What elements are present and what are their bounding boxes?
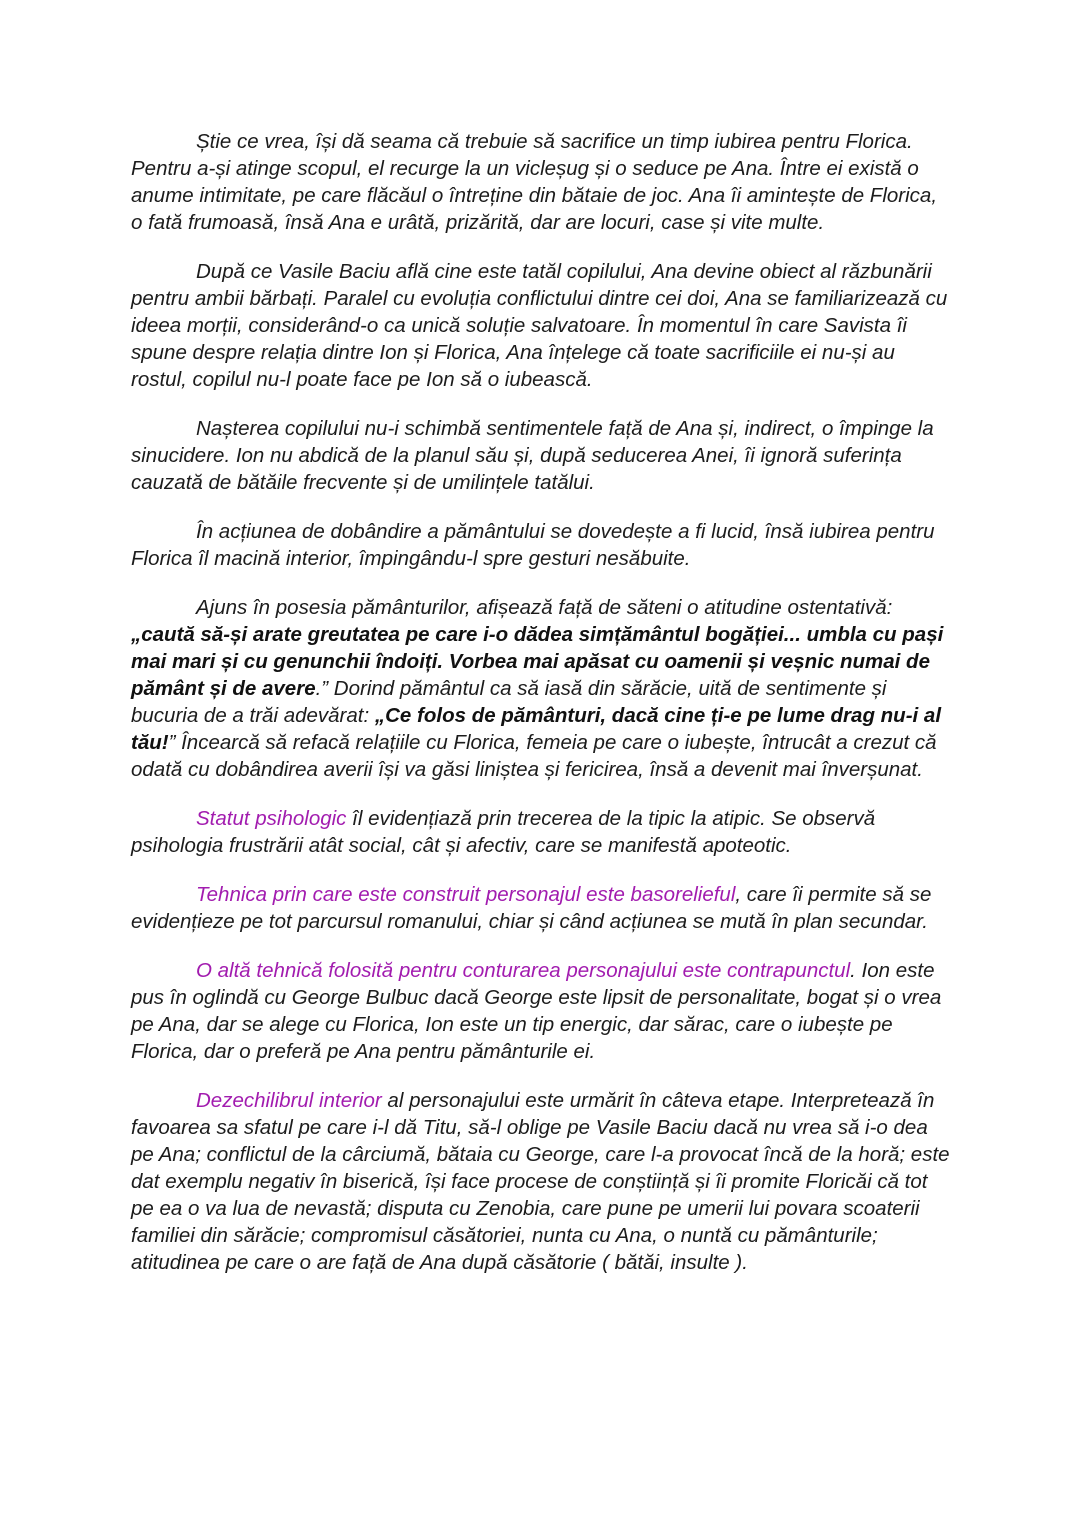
paragraph-5 (131, 594, 953, 783)
paragraph-7 (131, 881, 953, 935)
paragraph-4 (131, 518, 953, 572)
paragraph-3 (131, 415, 953, 496)
text-segment: Nașterea copilului nu-i schimbă sentimentele față de Ana și, indirect, o împinge la sinucidere. Ion nu abdică de la planul său și, după seducerea Anei, îi ignoră suferința cauzată de bătăile frecvente și de umilințele tatălui. (131, 417, 934, 494)
highlight-term: Dezechilibrul interior (196, 1089, 382, 1112)
paragraph-8 (131, 957, 953, 1065)
paragraph-9 (131, 1087, 953, 1276)
text-segment: După ce Vasile Baciu află cine este tatăl copilului, Ana devine obiect al răzbunării pentru ambii bărbați. Paralel cu evoluția conflictului dintre cei doi, Ana se familiarizează cu ideea morții, considerând-o ca unică soluție salvatoare. În momentul în care Savista îi spune despre relația dintre Ion și Florica, Ana înțelege că toate sacrificiile ei nu-și au rostul, copilul nu-l poate face pe Ion să o iubească. (131, 260, 948, 391)
text-segment: îl evidențiază prin trecerea de la tipic la atipic. Se observă psihologia frustrării atât social, cât și afectiv, care se manifestă apoteotic. (131, 807, 876, 857)
text-segment: În acțiunea de dobândire a pământului se dovedește a fi lucid, însă iubirea pentru Florica îl macină interior, împingându-l spre gesturi nesăbuite. (131, 520, 935, 570)
text-segment: .” Dorind pământul ca să iasă din sărăcie, uită de sentimente și bucuria de a trăi adevărat: (131, 677, 887, 727)
paragraph-6 (131, 805, 953, 859)
text-segment: al personajului este urmărit în câteva etape. Interpretează în favoarea sa sfatul pe care i-l dă Titu, să-l oblige pe Vasile Baciu dacă nu vrea să i-o dea pe Ana; conflictul de la cârciumă, bătaia cu George, care l-a provocat încă de la horă; este dat exemplu negativ în biserică, își face procese de conștiință și îi promite Floricăi că tot pe ea o va lua de nevastă; disputa cu Zenobia, care pune pe umerii lui povara scoaterii familiei din sărăcie; compromisul căsătoriei, nunta cu Ana, o nuntă cu pământurile; atitudinea pe care o are față de Ana după căsătorie ( bătăi, insulte ). (131, 1089, 950, 1274)
highlight-term: Statut psihologic (196, 807, 347, 830)
text-segment: ” Încearcă să refacă relațiile cu Florica, femeia pe care o iubește, întrucât a crezut că odată cu dobândirea averii își va găsi liniștea și fericirea, însă a devenit mai înverșunat. (131, 731, 937, 781)
quote-bold: „caută să-și arate greutatea pe care i-o dădea simțământul bogăției... umbla cu pași mai mari și cu genunchii îndoiți. Vorbea mai apăsat cu oamenii și veșnic numai de pământ și de avere (131, 623, 944, 700)
highlight-term: O altă tehnică folosită pentru conturarea personajului este contrapunctul (196, 959, 851, 982)
document-page (131, 128, 953, 1298)
text-segment: . Ion este pus în oglindă cu George Bulbuc dacă George este lipsit de personalitate, bogat și o vrea pe Ana, dar se alege cu Florica, Ion este un tip energic, dar sărac, care o iubește pe Florica, dar o preferă pe Ana pentru pământurile ei. (131, 959, 942, 1063)
text-segment: , care îi permite să se evidențieze pe tot parcursul romanului, chiar și când acțiunea se mută în plan secundar. (131, 883, 932, 933)
quote-bold: „Ce folos de pământuri, dacă cine ți-e pe lume drag nu-i al tău! (131, 704, 942, 754)
paragraph-2 (131, 258, 953, 393)
paragraph-1 (131, 128, 953, 236)
text-segment: Ajuns în posesia pământurilor, afișează față de săteni o atitudine ostentativă: (196, 596, 893, 619)
text-segment: Știe ce vrea, își dă seama că trebuie să sacrifice un timp iubirea pentru Florica. Pentru a-și atinge scopul, el recurge la un vicleșug și o seduce pe Ana. Între ei există o anume intimitate, pe care flăcăul o întreține din bătaie de joc. Ana îi amintește de Florica, o fată frumoasă, însă Ana e urâtă, prizărită, dar are locuri, case și vite multe. (131, 130, 938, 234)
highlight-term: Tehnica prin care este construit personajul este basorelieful (196, 883, 736, 906)
